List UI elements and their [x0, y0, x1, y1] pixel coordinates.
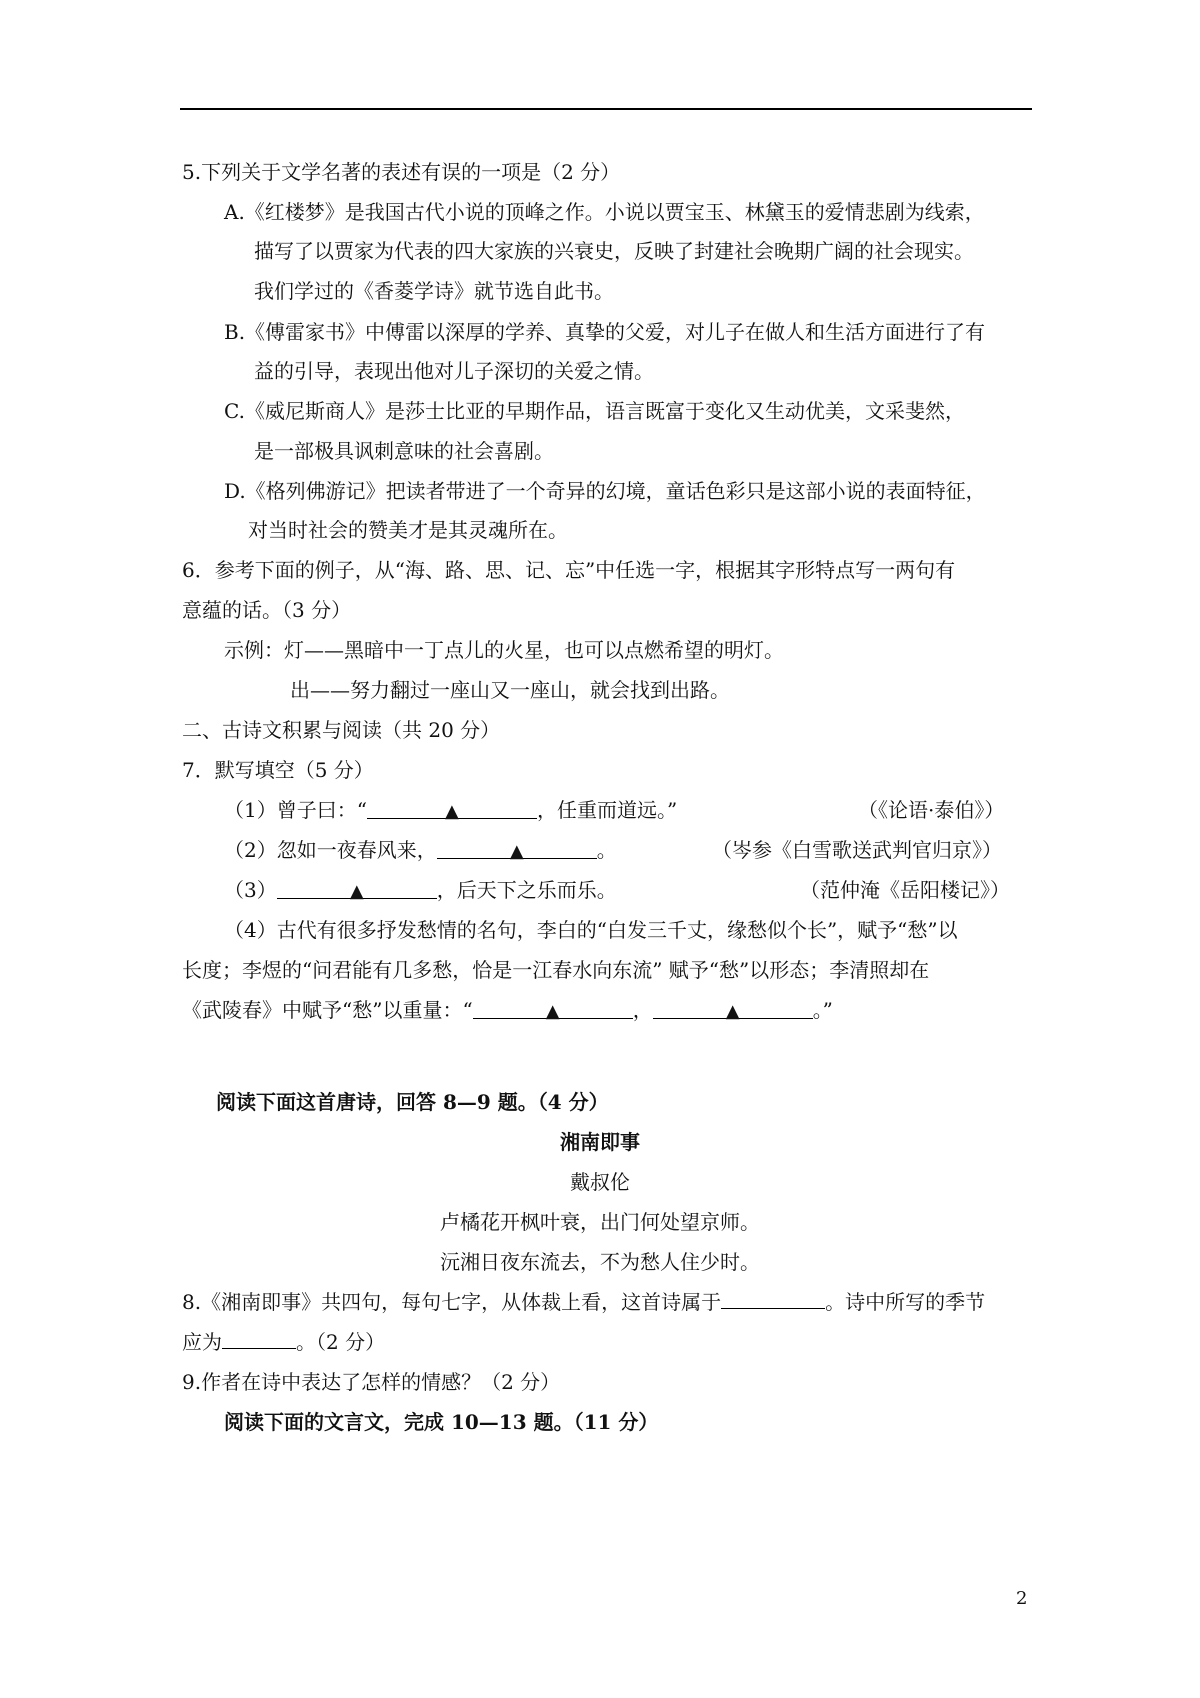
q7-item1-source: （《论语·泰伯》） — [858, 798, 1005, 822]
blank-marker: ▲ — [545, 1001, 560, 1022]
poem-line1: 卢橘花开枫叶衰，出门何处望京师。 — [440, 1210, 760, 1234]
q7-item2-source: （岑参《白雪歌送武判官归京》） — [712, 838, 1002, 862]
section-2-heading: 二、古诗文积累与阅读（共 20 分） — [182, 718, 501, 742]
q5-option-a-line2: 描写了以贾家为代表的四大家族的兴衰史，反映了封建社会晚期广阔的社会现实。 — [254, 239, 974, 263]
poem-title: 湘南即事 — [560, 1130, 640, 1154]
page-number: 2 — [1016, 1588, 1028, 1609]
q8-season-blank[interactable] — [222, 1328, 296, 1349]
poem-reading-intro: 阅读下面这首唐诗，回答 8—9 题。（4 分） — [216, 1090, 609, 1114]
q7-item2-suffix: 。 — [596, 838, 617, 862]
q5-option-d-line1: D.《格列佛游记》把读者带进了一个奇异的幻境，童话色彩只是这部小说的表面特征， — [224, 479, 986, 503]
q7-item4-suffix: 。” — [812, 998, 833, 1022]
q8-line1 — [182, 1288, 985, 1316]
header-rule — [180, 108, 1032, 110]
q5-option-a-line3: 我们学过的《香菱学诗》就节选自此书。 — [254, 279, 614, 303]
poem-line2: 沅湘日夜东流去，不为愁人住少时。 — [440, 1250, 760, 1274]
q7-item4-separator: ， — [632, 998, 653, 1022]
q5-option-a-line1: A.《红楼梦》是我国古代小说的顶峰之作。小说以贾宝玉、林黛玉的爱情悲剧为线索， — [224, 200, 985, 224]
q7-item2 — [224, 836, 617, 864]
q7-item4-blank2[interactable] — [653, 996, 813, 1022]
q7-item2-prefix: （2）忽如一夜春风来， — [224, 838, 437, 862]
q7-item4-blank1[interactable] — [473, 996, 633, 1022]
q9: 9.作者在诗中表达了怎样的情感？（2 分） — [182, 1370, 561, 1394]
q8-suffix: 。诗中所写的季节 — [825, 1290, 986, 1314]
q7-item4-line1: （4）古代有很多抒发愁情的名句，李白的“白发三千丈，缘愁似个长”，赋予“愁”以 — [224, 918, 958, 942]
q7-item2-blank[interactable] — [437, 836, 597, 862]
q8-prefix: 8.《湘南即事》共四句，每句七字，从体裁上看，这首诗属于 — [182, 1290, 722, 1314]
q7-item4-line2: 长度；李煜的“问君能有几多愁，恰是一江春水向东流” 赋予“愁”以形态；李清照却在 — [182, 958, 930, 982]
q7-item3-suffix: ，后天下之乐而乐。 — [436, 878, 617, 902]
classical-reading-intro: 阅读下面的文言文，完成 10—13 题。（11 分） — [224, 1410, 659, 1434]
q6-example2: 出——努力翻过一座山又一座山，就会找到出路。 — [290, 678, 730, 702]
q7-item3-blank[interactable] — [277, 876, 437, 902]
blank-marker: ▲ — [445, 801, 459, 822]
q5-option-c-line2: 是一部极具讽刺意味的社会喜剧。 — [254, 439, 554, 463]
q7-item3 — [224, 876, 617, 904]
q8-line2 — [182, 1328, 385, 1356]
q7-item4-line3 — [182, 996, 833, 1024]
blank-marker: ▲ — [725, 1001, 740, 1022]
q7-item4-prefix: 《武陵春》中赋予“愁”以重量：“ — [182, 998, 473, 1022]
blank-marker: ▲ — [349, 881, 364, 902]
q5-option-d-line2: 对当时社会的赞美才是其灵魂所在。 — [248, 518, 568, 542]
q8-genre-blank[interactable] — [721, 1288, 825, 1309]
q8-line2-suffix: 。（2 分） — [296, 1330, 386, 1354]
q7-item1-prefix: （1）曾子曰：“ — [224, 798, 367, 822]
poem-author: 戴叔伦 — [570, 1170, 630, 1194]
q6-line1: 6．参考下面的例子，从“海、路、思、记、忘”中任选一字，根据其字形特点写一两句有 — [182, 558, 956, 582]
q7-title: 7．默写填空（5 分） — [182, 758, 374, 782]
q8-line2-prefix: 应为 — [182, 1330, 222, 1354]
blank-marker: ▲ — [509, 841, 524, 862]
q5-option-c-line1: C.《威尼斯商人》是莎士比亚的早期作品，语言既富于变化又生动优美，文采斐然， — [224, 399, 965, 423]
q6-line2: 意蕴的话。（3 分） — [182, 598, 352, 622]
q5-option-b-line1: B.《傅雷家书》中傅雷以深厚的学养、真挚的父爱，对儿子在做人和生活方面进行了有 — [224, 320, 986, 344]
q5-title: 5.下列关于文学名著的表述有误的一项是（2 分） — [182, 160, 621, 184]
q6-example1: 示例：灯——黑暗中一丁点儿的火星，也可以点燃希望的明灯。 — [224, 638, 784, 662]
q7-item3-source: （范仲淹《岳阳楼记》） — [800, 878, 1010, 902]
q5-option-b-line2: 益的引导，表现出他对儿子深切的关爱之情。 — [254, 359, 654, 383]
q7-item3-prefix: （3） — [224, 878, 277, 902]
q7-item1-suffix: ，任重而道远。” — [536, 798, 678, 822]
q7-item1 — [224, 796, 677, 824]
q7-item1-blank[interactable] — [367, 796, 537, 822]
